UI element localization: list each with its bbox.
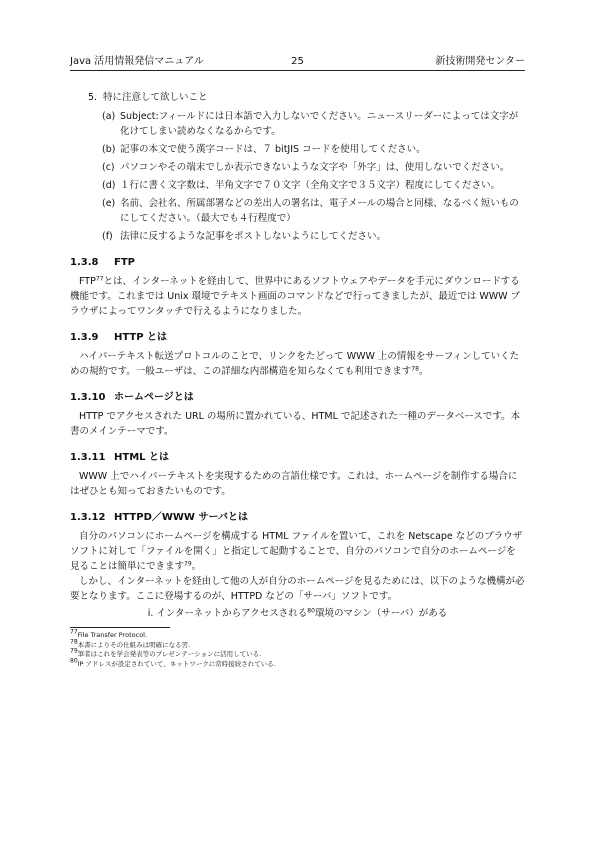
- section-heading-ftp: [70, 255, 525, 270]
- section-number: 1.3.11: [70, 452, 106, 463]
- section-title: ホームページとは: [114, 392, 194, 403]
- item-text: １行に書く文字数は、半角文字で７０文字（全角文字で３５文字）程度にしてください。: [120, 180, 501, 191]
- section-number: 1.3.8: [70, 257, 99, 268]
- page-body: [70, 82, 525, 669]
- paragraph-html: WWW 上でハイパーテキストを実現するための言語仕様です。これは、ホームページを制作する場合にはぜひとも知っておきたいものです。: [70, 471, 518, 497]
- section-number: 1.3.9: [70, 332, 99, 343]
- header-organization: 新技術開発センター: [435, 56, 525, 67]
- item-marker: (c): [102, 162, 115, 173]
- paragraph-text: とは、インターネットを経由して、世界中にあるソフトウェアやデータを手元にダウンロードする機能です。これまでは Unix 環境でテキスト画面のコマンドなどで行ってきましたが、最近では WWW ブラウザによってワンタッチで行えるようになりました。: [70, 276, 521, 317]
- running-header: [70, 55, 525, 69]
- footnote-rule: [70, 627, 170, 628]
- footnote: [70, 657, 525, 670]
- item-text: 法律に反するような記事をポストしないようにしてください。: [120, 231, 387, 242]
- caution-item-e: [102, 196, 525, 226]
- item-marker: (d): [102, 180, 116, 191]
- section-heading-html: [70, 450, 525, 465]
- footnote-ref: 77: [95, 275, 104, 283]
- paragraph-httpd-1: [70, 529, 525, 574]
- caution-item-d: [102, 178, 525, 193]
- item-title: 特に注意して欲しいこと: [103, 92, 208, 103]
- caution-item-b: [102, 142, 525, 157]
- page-number: 25: [291, 56, 304, 67]
- section-title: HTML とは: [114, 452, 169, 463]
- footnote-text: 筆者はこれを学会発表等のプレゼンテーションに活用している.: [77, 650, 262, 658]
- item-text: 名前、会社名、所属部署などの差出人の署名は、電子メールの場合と同様、なるべく短いものにしてください。（最大でも４行程度で）: [120, 198, 519, 224]
- paragraph-text: 自分のパソコンにホームページを構成する HTML ファイルを置いて、これを Netscape などのブラウザソフトに対して「ファイルを開く」と指定して起動することで、自分のパソコンで自分のホームページを見ることは簡単にできます: [70, 531, 523, 572]
- footnote-mark: 77: [70, 628, 78, 636]
- footnote-mark: 80: [70, 657, 78, 664]
- server-requirement-item: [70, 606, 525, 621]
- footnote-mark: 79: [70, 647, 78, 655]
- paragraph-homepage: HTTP でアクセスされた URL の場所に置かれている、HTML で記述された一種のデータベースです。本書のメインテーマです。: [70, 411, 521, 437]
- caution-list: [102, 109, 525, 244]
- section-title: HTTPD／WWW サーバとは: [114, 512, 248, 523]
- header-title: Java 活用情報発信マニュアル: [70, 56, 204, 67]
- section-number: 1.3.10: [70, 392, 106, 403]
- caution-item-f: [102, 229, 525, 244]
- section-title: FTP: [114, 257, 135, 268]
- paragraph-text: FTP: [79, 276, 96, 287]
- section-heading-http: [70, 330, 525, 345]
- paragraph-text: 。: [191, 561, 202, 572]
- section-heading-homepage: [70, 390, 525, 405]
- footnote-ref: 79: [184, 560, 192, 568]
- caution-item-a: [102, 109, 525, 139]
- item-text: i. インターネットからアクセスされる: [147, 608, 308, 619]
- paragraph-httpd-2: しかし、インターネットを経由して他の人が自分のホームページを見るためには、以下のような機構が必要となります。ここに登場するのが、HTTPD などの「サーバ」ソフトです。: [70, 576, 525, 602]
- item-text: Subject:フィールドには日本語で入力しないでください。ニュースリーダーによっては文字が化けてしまい読めなくなるからです。: [120, 111, 519, 137]
- paragraph-text: ハイパーテキスト転送プロトコルのことで、リンクをたどって WWW 上の情報をサーフィンしていくための規約です。一般ユーザは、この詳細な内部構造を知らなくても利用できます: [70, 351, 520, 377]
- item-marker: (f): [102, 231, 113, 242]
- header-rule: [70, 70, 525, 71]
- item-marker: (e): [102, 198, 116, 209]
- list-item-5: [88, 90, 525, 105]
- paragraph-text: 。: [418, 366, 429, 377]
- footnote: [70, 638, 525, 651]
- item-number: 5.: [88, 92, 98, 103]
- paragraph-http: [70, 349, 525, 379]
- paragraph-ftp: [70, 274, 525, 319]
- footnote-text: IP アドレスが設定されていて、ネットワークに常時接続されている.: [77, 659, 276, 668]
- footnote-text: File Transfer Protocol.: [77, 631, 148, 639]
- footnote-ref: 80: [307, 607, 315, 615]
- section-heading-httpd: [70, 510, 525, 525]
- section-number: 1.3.12: [70, 512, 106, 523]
- footnote-mark: 78: [70, 638, 78, 645]
- footnote: [70, 647, 525, 660]
- caution-item-c: [102, 160, 525, 175]
- item-text: パソコンやその端末でしか表示できないような文字や「外字」は、使用しないでください。: [120, 162, 510, 173]
- footnote-text: 本書によりその仕組みは明確になる筈.: [77, 640, 191, 649]
- item-text: 環境のマシン（サーバ）がある: [314, 608, 448, 619]
- item-text: 記事の本文で使う漢字コードは、７ bitJIS コードを使用してください。: [120, 144, 426, 155]
- item-marker: (a): [102, 111, 116, 122]
- item-marker: (b): [102, 144, 116, 155]
- footnote-ref: 78: [411, 365, 419, 373]
- footnote: [70, 628, 525, 641]
- section-title: HTTP とは: [114, 332, 168, 343]
